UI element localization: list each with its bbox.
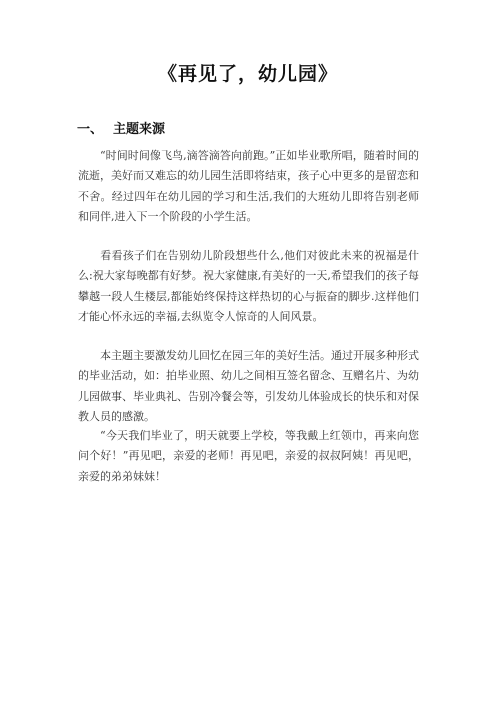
paragraph-2-text: 看看孩子们在告别幼儿阶段想些什么,他们对彼此未来的祝福是什么:祝大家每晚都有好梦。祝大家健康,有美好的一天,希望我们的孩子每攀越一段人生楼层,都能始终保持这样热切的心与振奋的脚步.这样他们才能心怀永远的幸福,去纵览令人惊奇的人间风景。: [78, 249, 419, 323]
paragraph-3-text: 本主题主要激发幼儿回忆在园三年的美好生活。通过开展多种形式的毕业活动，如：拍毕业照、幼儿之间相互签名留念、互赠名片、为幼儿园做事、毕业典礼、告别冷餐会等，引发幼儿体验成长的快乐和对保教人员的感激。: [78, 349, 419, 423]
paragraph-1: [78, 146, 419, 227]
section-heading: [77, 121, 165, 139]
paragraph-2: [78, 246, 419, 327]
paragraph-3: [78, 346, 419, 427]
paragraph-1-text: “时间时间像飞鸟,滴答滴答向前跑。”正如毕业歌所唱，随着时间的流逝，美好而又难忘的幼儿园生活即将结束，孩子心中更多的是留恋和不舍。经过四年在幼儿园的学习和生活,我们的大班幼儿即将告别老师和同伴,进入下一个阶段的小学生活。: [78, 149, 419, 223]
document-title: 《再见了，幼儿园》: [157, 63, 338, 85]
paragraph-4: [78, 426, 419, 487]
paragraph-4-text: “今天我们毕业了，明天就要上学校，等我戴上红领巾，再来向您问个好！”再见吧，亲爱的老师！再见吧，亲爱的叔叔阿姨！再见吧，亲爱的弟弟妹妹！: [78, 429, 419, 483]
section-number: 一、: [77, 122, 104, 137]
section-heading-text: 主题来源: [113, 122, 166, 137]
